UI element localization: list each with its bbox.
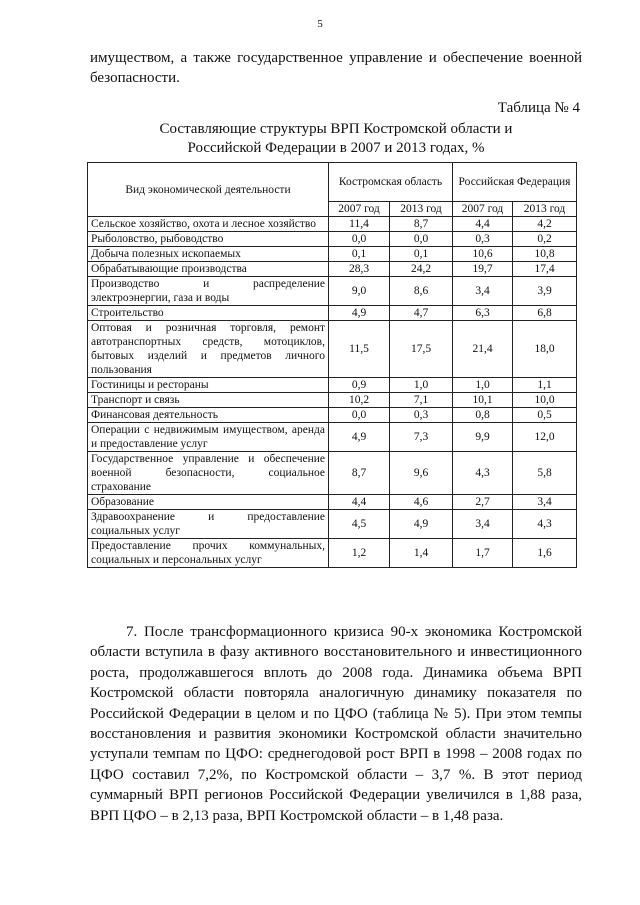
value-region-2013: 7,1 [390,393,453,408]
value-rf-2007: 3,4 [453,510,513,539]
value-rf-2007: 10,1 [453,393,513,408]
value-region-2013: 7,3 [390,423,453,452]
value-region-2013: 8,7 [390,217,453,232]
value-region-2013: 0,3 [390,408,453,423]
value-region-2013: 24,2 [390,262,453,277]
table-caption [90,120,582,158]
value-region-2007: 0,0 [329,408,390,423]
value-region-2007: 10,2 [329,393,390,408]
value-rf-2007: 2,7 [453,495,513,510]
activity-name: Строительство [88,306,329,321]
caption-line-1: Составляющие структуры ВРП Костромской области и [159,121,513,137]
table-row [88,423,577,452]
table-row [88,277,577,306]
value-region-2007: 4,9 [329,306,390,321]
value-region-2007: 28,3 [329,262,390,277]
value-rf-2007: 0,3 [453,232,513,247]
activity-name: Государственное управление и обеспечение военной безопасности, социальное страхование [88,452,329,495]
value-rf-2007: 21,4 [453,321,513,378]
value-region-2013: 4,7 [390,306,453,321]
value-region-2013: 1,4 [390,539,453,568]
value-region-2007: 8,7 [329,452,390,495]
value-rf-2013: 17,4 [513,262,577,277]
table-row [88,262,577,277]
value-rf-2013: 4,2 [513,217,577,232]
header-region-2007: 2007 год [329,202,390,217]
value-region-2007: 11,4 [329,217,390,232]
value-rf-2007: 10,6 [453,247,513,262]
header-kostroma-region: Костромская область [329,163,453,202]
table-row [88,539,577,568]
value-rf-2013: 12,0 [513,423,577,452]
value-region-2007: 1,2 [329,539,390,568]
value-rf-2013: 10,0 [513,393,577,408]
value-region-2013: 0,0 [390,232,453,247]
value-rf-2013: 18,0 [513,321,577,378]
activity-name: Транспорт и связь [88,393,329,408]
value-rf-2007: 1,7 [453,539,513,568]
table-row [88,378,577,393]
header-russian-federation: Российская Федерация [453,163,577,202]
value-region-2013: 4,9 [390,510,453,539]
value-region-2013: 17,5 [390,321,453,378]
value-rf-2007: 9,9 [453,423,513,452]
activity-name: Операции с недвижимым имуществом, аренда и предоставление услуг [88,423,329,452]
table-row [88,217,577,232]
value-region-2013: 1,0 [390,378,453,393]
table-row [88,247,577,262]
grp-structure-table [87,162,577,568]
value-rf-2013: 6,8 [513,306,577,321]
header-region-2013: 2013 год [390,202,453,217]
value-region-2007: 0,9 [329,378,390,393]
value-rf-2013: 3,9 [513,277,577,306]
activity-name: Рыболовство, рыбоводство [88,232,329,247]
activity-name: Производство и распределение электроэнергии, газа и воды [88,277,329,306]
table-row [88,452,577,495]
value-rf-2013: 5,8 [513,452,577,495]
intro-text: имуществом, а также государственное управление и обеспечение военной безопасности. [90,50,582,86]
paragraph-7: 7. После трансформационного кризиса 90-х экономика Костромской области вступила в фазу активного восстановительного и инвестиционного роста, продолжавшегося вплоть до 2008 года. Динамика объема ВРП Костромской области повторяла аналогичную динамику показателя по Российской Федерации в целом и по ЦФО (таблица № 5). При этом темпы восстановления и развития экономики Костромской области значительно уступали темпам по ЦФО: среднегодовой рост ВРП в 1998 – 2008 годах по ЦФО составил 7,2%, по Костромской области – 3,7 %. В этот период суммарный ВРП регионов Российской Федерации увеличился в 1,88 раза, ВРП ЦФО – в 2,13 раза, ВРП Костромской области – в 1,48 раза. [90,624,582,824]
activity-name: Обрабатывающие производства [88,262,329,277]
table-row [88,306,577,321]
value-rf-2013: 3,4 [513,495,577,510]
value-region-2007: 11,5 [329,321,390,378]
value-region-2007: 0,0 [329,232,390,247]
value-rf-2007: 6,3 [453,306,513,321]
value-region-2013: 4,6 [390,495,453,510]
value-region-2007: 0,1 [329,247,390,262]
value-rf-2007: 3,4 [453,277,513,306]
value-rf-2007: 4,3 [453,452,513,495]
value-rf-2013: 1,1 [513,378,577,393]
table-row [88,510,577,539]
value-rf-2013: 1,6 [513,539,577,568]
activity-name: Предоставление прочих коммунальных, социальных и персональных услуг [88,539,329,568]
table-row [88,408,577,423]
header-activity: Вид экономической деятельности [88,163,329,217]
value-region-2007: 4,5 [329,510,390,539]
activity-name: Оптовая и розничная торговля, ремонт автотранспортных средств, мотоциклов, бытовых изделий и предметов личного пользования [88,321,329,378]
table-row [88,232,577,247]
table-label: Таблица № 4 [497,100,580,116]
value-rf-2007: 4,4 [453,217,513,232]
activity-name: Здравоохранение и предоставление социальных услуг [88,510,329,539]
value-rf-2007: 0,8 [453,408,513,423]
activity-name: Добыча полезных ископаемых [88,247,329,262]
value-rf-2013: 0,2 [513,232,577,247]
activity-name: Финансовая деятельность [88,408,329,423]
activity-name: Сельское хозяйство, охота и лесное хозяйство [88,217,329,232]
value-region-2007: 4,9 [329,423,390,452]
value-region-2007: 4,4 [329,495,390,510]
value-region-2013: 0,1 [390,247,453,262]
table-row [88,495,577,510]
value-rf-2013: 4,3 [513,510,577,539]
table-row [88,393,577,408]
header-rf-2013: 2013 год [513,202,577,217]
value-region-2007: 9,0 [329,277,390,306]
value-region-2013: 8,6 [390,277,453,306]
value-rf-2013: 0,5 [513,408,577,423]
activity-name: Образование [88,495,329,510]
value-rf-2007: 19,7 [453,262,513,277]
page-number: 5 [317,18,323,30]
value-region-2013: 9,6 [390,452,453,495]
value-rf-2013: 10,8 [513,247,577,262]
activity-name: Гостиницы и рестораны [88,378,329,393]
value-rf-2007: 1,0 [453,378,513,393]
caption-line-2: Российской Федерации в 2007 и 2013 годах, % [187,140,485,156]
header-rf-2007: 2007 год [453,202,513,217]
table-row [88,321,577,378]
